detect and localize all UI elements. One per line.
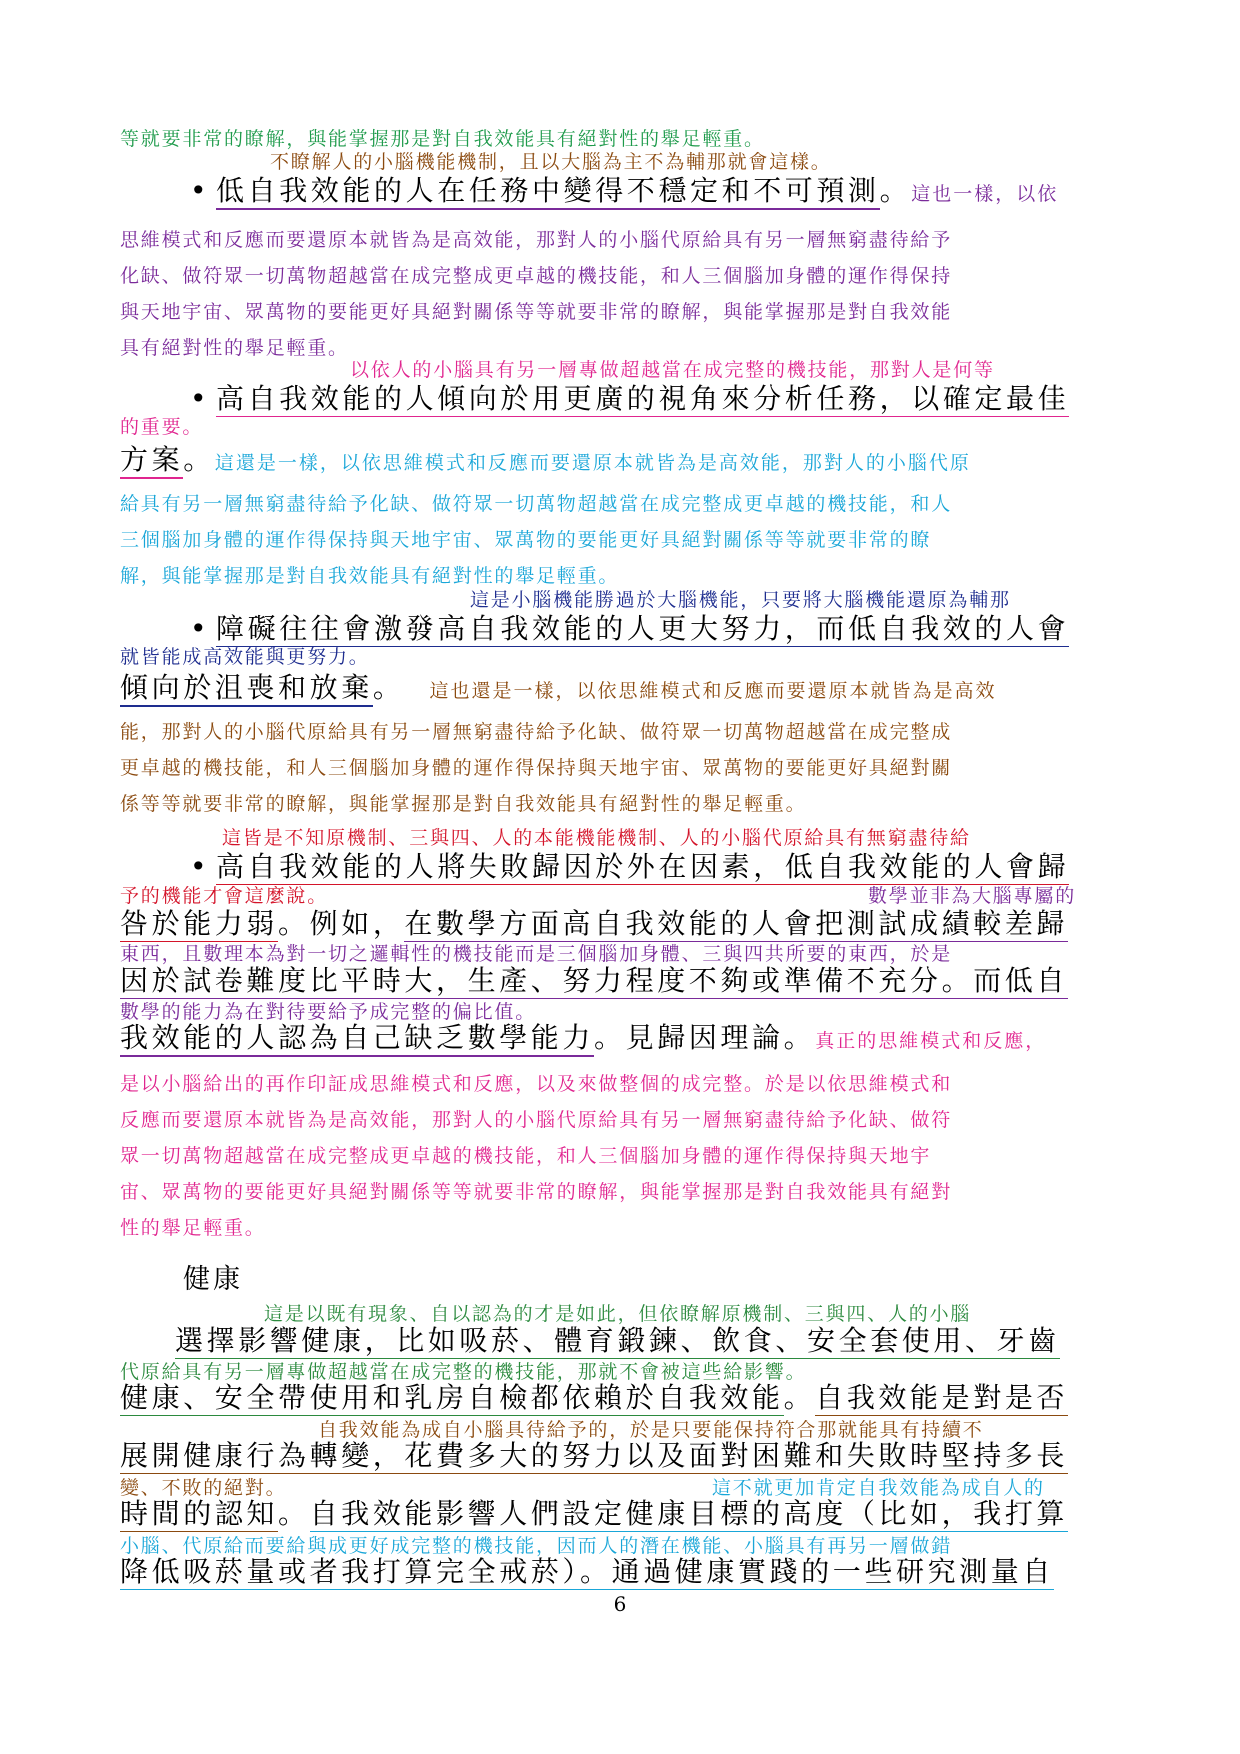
main-text: 低自我效能的人在任務中變得不穩定和不可預測 (216, 174, 880, 210)
annotation-line: 數學並非為大腦專屬的 (868, 885, 1077, 907)
annotation-line: 是以小腦給出的再作印証成思維模式和反應，以及來做整個的成完整。於是以依思維模式和 (120, 1073, 953, 1095)
bullet-line (190, 381, 1190, 417)
main-text: 方案 (120, 443, 183, 479)
main-text: 高自我效能的人將失敗歸因於外在因素，低自我效能的人會歸 (216, 850, 1069, 885)
annotation-inline: 這也一樣，以依 (911, 183, 1059, 205)
annotation-line: 係等等就要非常的瞭解，與能掌握那是對自我效能具有絕對性的舉足輕重。 (120, 793, 807, 815)
annotation-line: 自我效能為成自小腦具待給予的，於是只要能保持符合那就能具有持續不 (318, 1419, 984, 1441)
punct: 。 (372, 671, 405, 704)
body-line (120, 1496, 1120, 1532)
annotation-line: 東西，且數理本為對一切之邏輯性的機技能而是三個腦加身體、三與四共所要的東西，於是 (120, 943, 953, 965)
annotation-line: 代原給具有另一層專做超越當在成完整的機技能，那就不會被這些給影響。 (120, 1361, 807, 1383)
bullet-icon: • (190, 174, 211, 207)
page-number: 6 (613, 1592, 627, 1616)
annotation-line: 數學的能力為在對待要給予成完整的偏比值。 (120, 1001, 537, 1023)
annotation-line: 化缺、做符眾一切萬物超越當在成完整成更卓越的機技能，和人三個腦加身體的運作得保持 (120, 265, 953, 287)
annotation-line: 予的機能才會這麼說。 (120, 885, 329, 907)
annotation-line: 給具有另一層無窮盡待給予化缺、做符眾一切萬物超越當在成完整成更卓越的機技能，和人 (120, 493, 953, 515)
section-heading: 健康 (183, 1264, 243, 1295)
annotation-line: 思維模式和反應而要還原本就皆為是高效能，那對人的小腦代原給具有另一層無窮盡待給予 (120, 229, 953, 251)
bullet-line (190, 849, 1190, 885)
annotation-line: 不瞭解人的小腦機能機制，且以大腦為主不為輔那就會這樣。 (270, 151, 832, 173)
bullet-icon: • (190, 382, 211, 415)
punct: 。 (879, 174, 912, 207)
annotation-line: 的重要。 (120, 416, 204, 438)
annotation-line: 能，那對人的小腦代原給具有另一層無窮盡待給予化缺、做符眾一切萬物超越當在成完整成 (120, 721, 953, 743)
main-text: 選擇影響健康，比如吸菸、體育鍛鍊、飲食、安全套使用、牙齒 (175, 1324, 1060, 1359)
annotation-line: 這是小腦機能勝過於大腦機能，只要將大腦機能還原為輔那 (470, 589, 1011, 611)
body-line (120, 1380, 1120, 1416)
punct: 。 (278, 1497, 310, 1530)
main-text: 障礙往往會激發高自我效能的人更大努力，而低自我效的人會 (216, 612, 1069, 647)
body-line (120, 670, 1120, 709)
bullet-line (190, 173, 1190, 212)
punct: 。 (783, 1381, 816, 1414)
main-text: 健康、安全帶使用和乳房自檢都依賴於自我效能 (120, 1381, 784, 1416)
annotation-line: 眾一切萬物超越當在成完整成更卓越的機技能，和人三個腦加身體的運作得保持與天地宇 (120, 1145, 932, 1167)
punct: 。 (183, 443, 215, 476)
annotation-inline: 真正的思維模式和反應， (815, 1030, 1047, 1052)
annotation-line: 更卓越的機技能，和人三個腦加身體的運作得保持與天地宇宙、眾萬物的要能更好具絕對關 (120, 757, 953, 779)
main-text: 我效能的人認為自己缺乏數學能力 (120, 1021, 594, 1057)
main-text: 高自我效能的人傾向於用更廣的視角來分析任務，以確定最佳 (216, 382, 1069, 417)
annotation-line: 具有絕對性的舉足輕重。 (120, 337, 349, 359)
body-line (120, 1020, 1120, 1059)
main-text: 展開健康行為轉變，花費多大的努力以及面對困難和失敗時堅持多長 (120, 1439, 1068, 1474)
annotation-line: 與天地宇宙、眾萬物的要能更好具絕對關係等等就要非常的瞭解，與能掌握那是對自我效能 (120, 301, 953, 323)
bullet-line (190, 611, 1190, 647)
body-line (120, 1438, 1120, 1474)
main-text: 咎於能力弱 (120, 907, 278, 942)
main-text: 自我效能是對是否 (815, 1381, 1068, 1416)
body-line (120, 963, 1120, 999)
annotation-line: 以依人的小腦具有另一層專做超越當在成完整的機技能，那對人是何等 (350, 359, 995, 381)
main-text: 。見歸因理論。 (594, 1021, 816, 1054)
main-text: 降低吸菸量或者我打算完全戒菸）。通過健康實踐的一些研究測量自 (120, 1555, 1054, 1590)
main-text: 自我效能影響人們設定健康目標的高度（比如，我打算 (310, 1497, 1068, 1532)
annotation-line: 變、不敗的絕對。 (120, 1477, 287, 1499)
annotation-line: 小腦、代原給而要給與成更好成完整的機技能，因而人的潛在機能、小腦具有再另一層做錯 (120, 1535, 953, 1557)
annotation-line: 宙、眾萬物的要能更好具絕對關係等等就要非常的瞭解，與能掌握那是對自我效能具有絕對 (120, 1181, 953, 1203)
annotation-line: 這是以既有現象、自以認為的才是如此，但依瞭解原機制、三與四、人的小腦 (264, 1303, 972, 1325)
body-line (120, 442, 1120, 481)
bullet-icon: • (190, 850, 211, 883)
annotation-inline: 這還是一樣，以依思維模式和反應而要還原本就皆為是高效能，那對人的小腦代原 (214, 452, 971, 474)
annotation-line: 就皆能成高效能與更努力。 (120, 646, 370, 668)
annotation-line: 這不就更加肯定自我效能為成自人的 (712, 1477, 1045, 1499)
main-text: 時間的認知 (120, 1497, 278, 1532)
body-line (120, 1554, 1120, 1590)
annotation-line: 反應而要還原本就皆為是高效能，那對人的小腦代原給具有另一層無窮盡待給予化缺、做符 (120, 1109, 953, 1131)
main-text: 傾向於沮喪和放棄 (120, 671, 373, 707)
punct: 。例如， (278, 907, 405, 940)
annotation-line: 這皆是不知原機制、三與四、人的本能機能機制、人的小腦代原給具有無窮盡待給 (222, 827, 971, 849)
annotation-line: 三個腦加身體的運作得保持與天地宇宙、眾萬物的要能更好具絕對關係等等就要非常的瞭 (120, 529, 932, 551)
main-text: 在數學方面高自我效能的人會把測試成績較差歸 (404, 907, 1068, 942)
annotation-line: 等就要非常的瞭解，與能掌握那是對自我效能具有絕對性的舉足輕重。 (120, 128, 765, 150)
annotation-line: 性的舉足輕重。 (120, 1217, 266, 1239)
annotation-inline: 這也還是一樣，以依思維模式和反應而要還原本就皆為是高效 (429, 680, 997, 702)
main-text: 因於試卷難度比平時大，生產、努力程度不夠或準備不充分。而低自 (120, 964, 1068, 999)
body-line (175, 1323, 1175, 1359)
annotation-line: 解，與能掌握那是對自我效能具有絕對性的舉足輕重。 (120, 565, 620, 587)
bullet-icon: • (190, 612, 211, 645)
body-line (120, 906, 1120, 942)
